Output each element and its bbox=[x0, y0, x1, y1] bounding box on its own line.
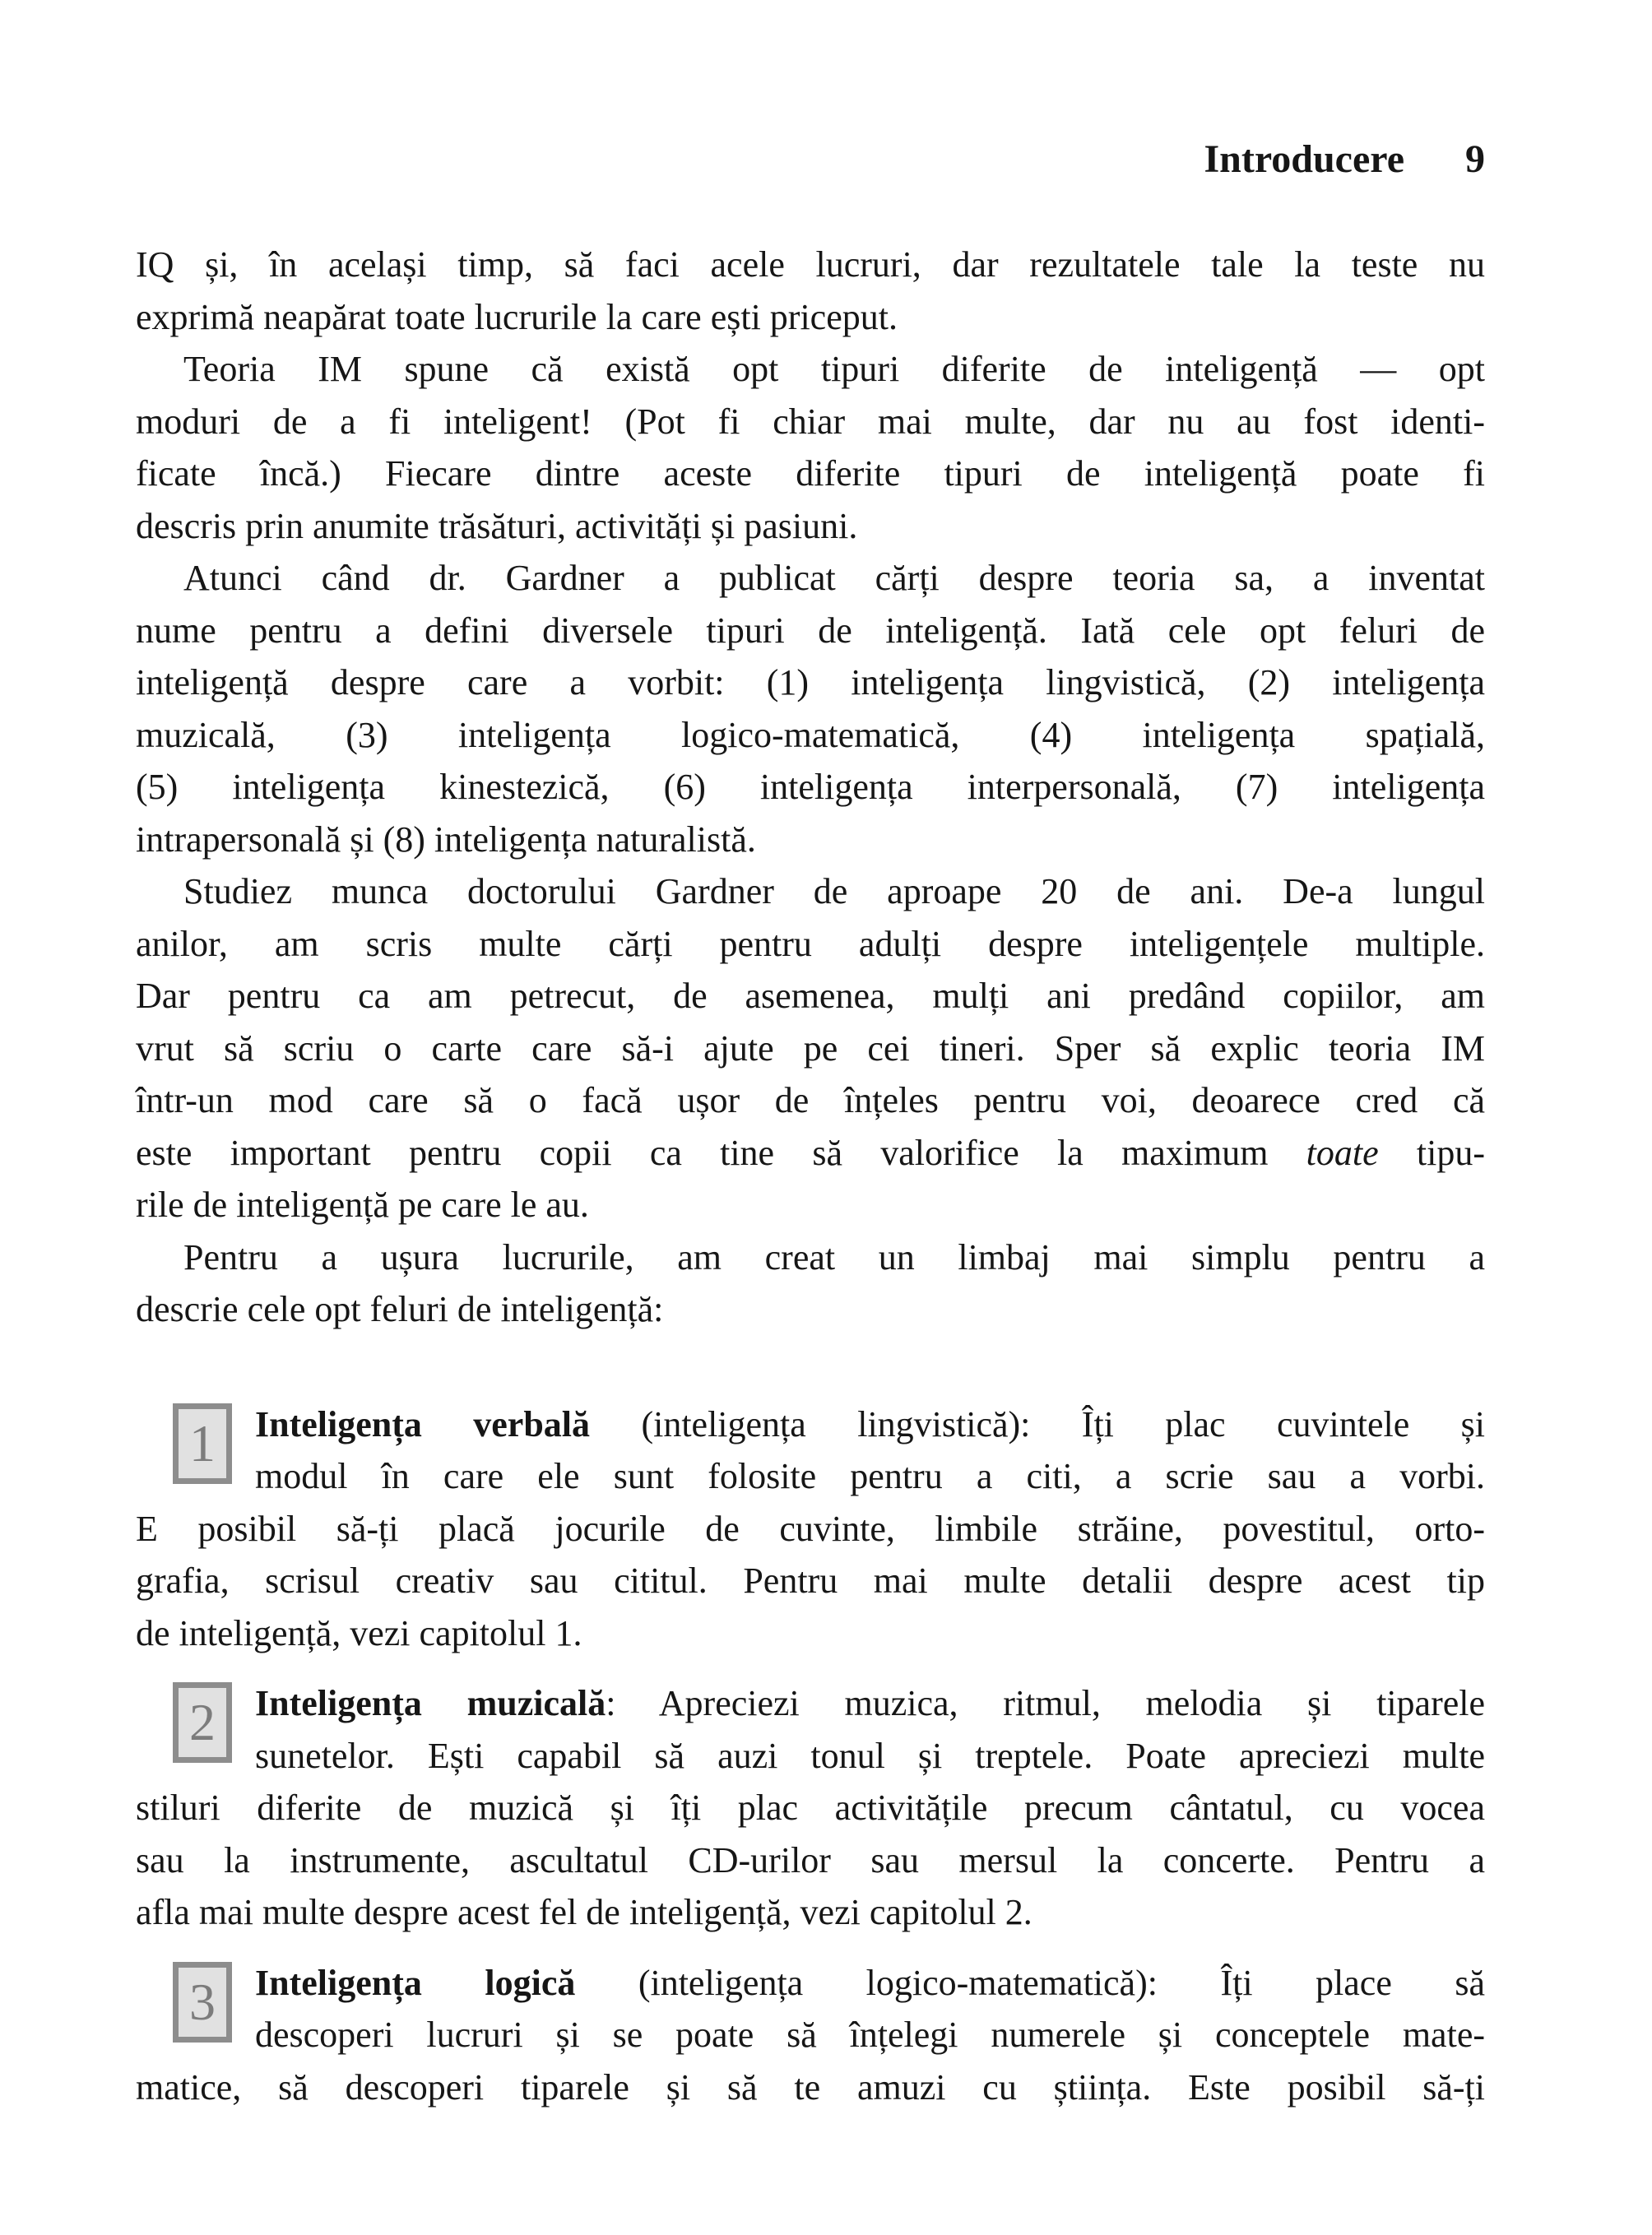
numbered-block bbox=[136, 1398, 1485, 1660]
text-line: afla mai multe despre acest fel de inteligență, vezi capitolul 2. bbox=[136, 1892, 1032, 1932]
number-label: 2 bbox=[189, 1693, 216, 1751]
text-line: anilor, am scris multe cărți pentru adulți despre inteligențele multiple. bbox=[136, 923, 1485, 964]
text-line: de inteligență, vezi capitolul 1. bbox=[136, 1612, 582, 1653]
text-line: descrie cele opt feluri de inteligență: bbox=[136, 1289, 664, 1329]
text-line: Atunci când dr. Gardner a publicat cărți despre teoria sa, a inventat bbox=[183, 558, 1485, 598]
text-line: într-un mod care să o facă ușor de înțeles pentru voi, deoarece cred că bbox=[136, 1080, 1485, 1120]
text-line: (5) inteligența kinestezică, (6) inteligența interpersonală, (7) inteligența bbox=[136, 767, 1485, 807]
text-line: Inteligența muzicală: Apreciezi muzica, ritmul, melodia și tiparele bbox=[255, 1683, 1485, 1723]
text-line: muzicală, (3) inteligența logico-matematică, (4) inteligența spațială, bbox=[136, 714, 1485, 755]
text-line: matice, să descoperi tiparele și să te amuzi cu știința. Este posibil să-ți bbox=[136, 2066, 1485, 2107]
text-line: moduri de a fi inteligent! (Pot fi chiar mai multe, dar nu au fost identi- bbox=[136, 401, 1485, 442]
text-line: stiluri diferite de muzică și îți plac activitățile precum cântatul, cu vocea bbox=[136, 1788, 1485, 1828]
page-title: Introducere bbox=[1204, 137, 1404, 181]
number-box bbox=[173, 1403, 232, 1484]
text-line: Inteligența logică (inteligența logico-matematică): Îți place să bbox=[255, 1962, 1485, 2003]
text-line: exprimă neapărat toate lucrurile la care ești priceput. bbox=[136, 296, 898, 337]
text-line: E posibil să-ți placă jocurile de cuvinte, limbile străine, povestitul, orto- bbox=[136, 1508, 1485, 1549]
text-line: descris prin anumite trăsături, activități și pasiuni. bbox=[136, 505, 858, 546]
paragraph bbox=[136, 552, 1485, 865]
text-line: Teoria IM spune că există opt tipuri diferite de inteligență — opt bbox=[183, 349, 1485, 389]
text-line: nume pentru a defini diversele tipuri de inteligență. Iată cele opt feluri de bbox=[136, 610, 1485, 651]
number-box bbox=[173, 1682, 232, 1763]
number-label: 3 bbox=[189, 1972, 216, 2031]
paragraph bbox=[136, 343, 1485, 552]
page-header bbox=[136, 138, 1485, 181]
text-line: sunetelor. Ești capabil să auzi tonul și treptele. Poate apreciezi multe bbox=[255, 1735, 1485, 1776]
number-box bbox=[173, 1962, 232, 2043]
text-line: rile de inteligență pe care le au. bbox=[136, 1185, 589, 1225]
text-line: inteligență despre care a vorbit: (1) inteligența lingvistică, (2) inteligența bbox=[136, 662, 1485, 702]
text-line: Pentru a ușura lucrurile, am creat un limbaj mai simplu pentru a bbox=[183, 1236, 1485, 1277]
text-line: sau la instrumente, ascultatul CD-urilor sau mersul la concerte. Pentru a bbox=[136, 1839, 1485, 1880]
numbered-block bbox=[136, 1677, 1485, 1939]
text-line: modul în care ele sunt folosite pentru a citi, a scrie sau a vorbi. bbox=[255, 1456, 1485, 1496]
text-line: vrut să scriu o carte care să-i ajute pe cei tineri. Sper să explic teoria IM bbox=[136, 1027, 1485, 1069]
paragraph bbox=[136, 239, 1485, 343]
text-line: Inteligența verbală (inteligența lingvistică): Îți plac cuvintele și bbox=[255, 1403, 1485, 1444]
paragraph bbox=[136, 1231, 1485, 1336]
text-line: grafia, scrisul creativ sau cititul. Pentru mai multe detalii despre acest tip bbox=[136, 1560, 1485, 1601]
text-line: Studiez munca doctorului Gardner de aproape 20 de ani. De-a lungul bbox=[183, 871, 1485, 911]
body-text bbox=[136, 239, 1485, 2113]
text-line: descoperi lucruri și se poate să înțelegi numerele și conceptele mate- bbox=[255, 2015, 1485, 2055]
numbered-block bbox=[136, 1957, 1485, 2114]
text-line: IQ și, în același timp, să faci acele lucruri, dar rezultatele tale la teste nu bbox=[136, 244, 1485, 285]
number-label: 1 bbox=[189, 1413, 216, 1472]
text-line: ficate încă.) Fiecare dintre aceste diferite tipuri de inteligență poate fi bbox=[136, 453, 1485, 494]
text-line: intrapersonală și (8) inteligența naturalistă. bbox=[136, 818, 756, 860]
paragraph bbox=[136, 865, 1485, 1231]
page-number: 9 bbox=[1465, 137, 1485, 181]
text-line: Dar pentru ca am petrecut, de asemenea, mulți ani predând copiilor, am bbox=[136, 976, 1485, 1016]
text-line: este important pentru copii ca tine să valorifice la maximum toate tipu- bbox=[136, 1132, 1485, 1173]
